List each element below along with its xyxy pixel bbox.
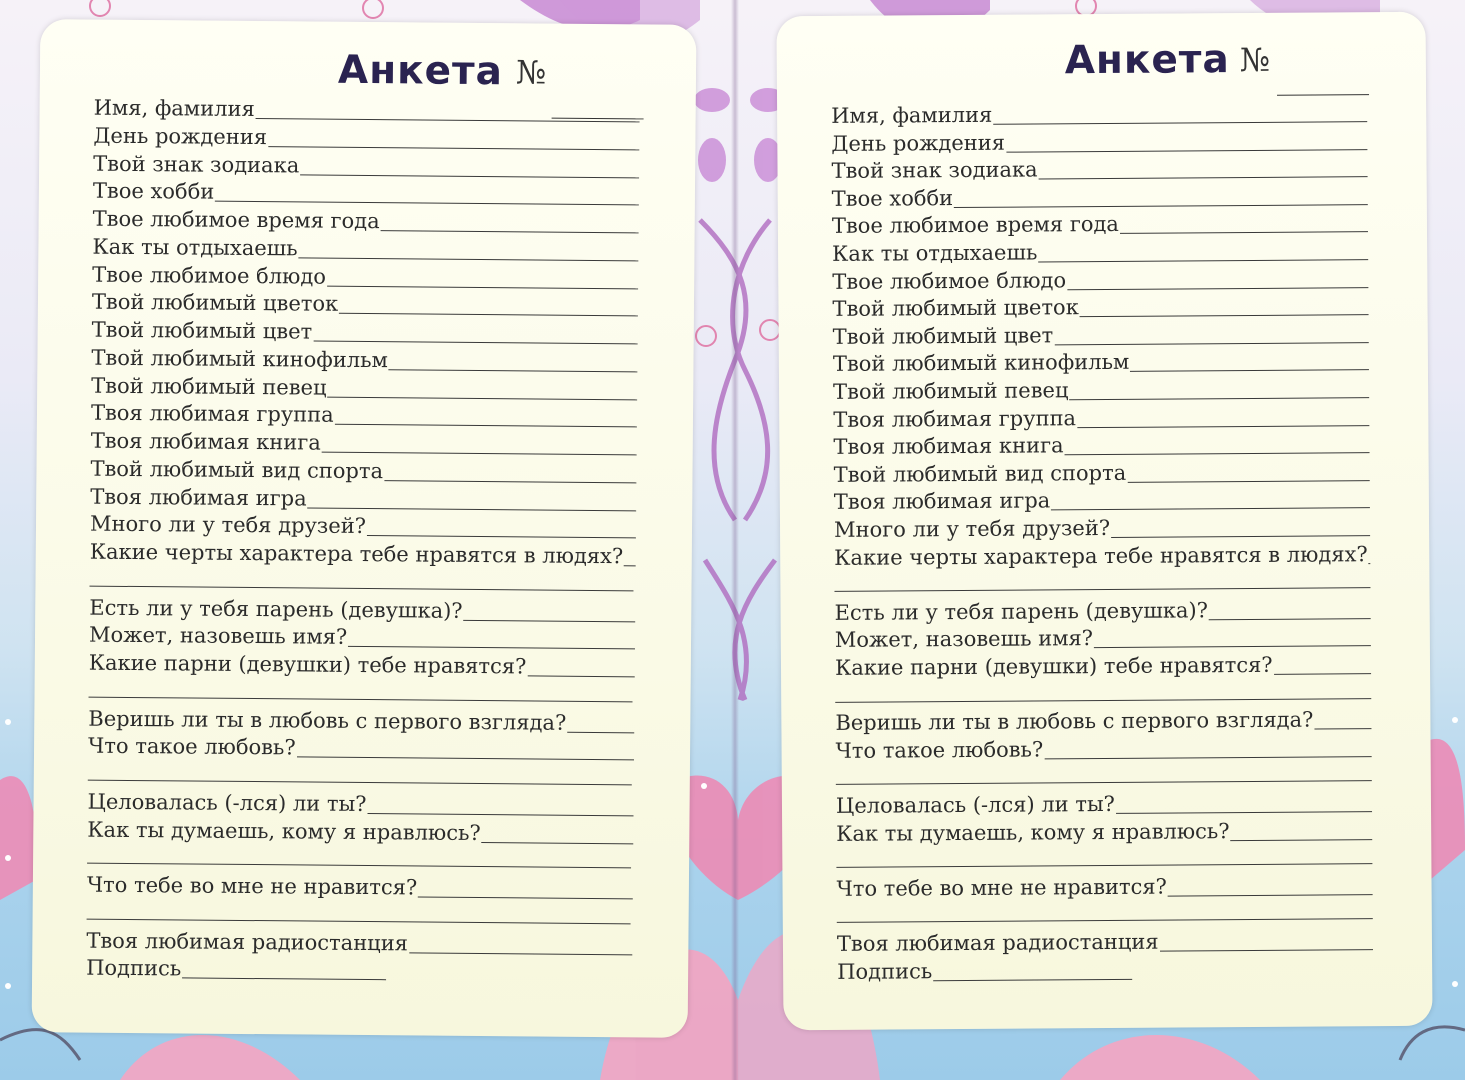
answer-line[interactable] (182, 978, 386, 981)
answer-line[interactable] (1274, 673, 1371, 675)
question-label: Твой любимый вид спорта (833, 460, 1127, 487)
question-label: Твой любимый цвет (832, 323, 1054, 349)
question-label: Какие черты характера тебе нравятся в людях? (89, 539, 624, 569)
question-label: Какие парни (девушки) тебе нравятся? (88, 650, 527, 679)
question-label: Есть ли у тебя парень (девушка)? (89, 595, 463, 623)
question-row (87, 813, 633, 846)
answer-line-continuation[interactable] (87, 863, 631, 869)
question-row (834, 455, 1370, 487)
answer-line-continuation[interactable] (835, 698, 1371, 703)
answer-line[interactable] (1168, 894, 1373, 896)
answer-line-continuation[interactable] (836, 863, 1372, 868)
question-label: Имя, фамилия (831, 102, 993, 128)
question-label: Есть ли у тебя парень (девушка)? (834, 598, 1209, 625)
answer-line[interactable] (409, 952, 632, 955)
answer-line[interactable] (482, 842, 634, 844)
answer-line-continuation[interactable] (837, 919, 1373, 924)
question-label: Твоя любимая игра (833, 488, 1051, 515)
question-label: Подпись (86, 955, 182, 981)
question-row (835, 621, 1371, 653)
question-row (837, 953, 1132, 983)
question-label: Твоя любимая книга (833, 433, 1064, 460)
form-title-text: Анкета (337, 47, 504, 95)
question-row (88, 730, 634, 763)
question-label: Твой любимый певец (91, 373, 327, 400)
question-label: Много ли у тебя друзей? (89, 511, 367, 539)
question-label: Твой любимый цветок (832, 295, 1079, 322)
question-row (835, 593, 1371, 625)
question-row (87, 869, 633, 902)
question-label: Твоя любимая группа (90, 400, 334, 427)
question-label: Как ты отдыхаешь (92, 234, 298, 261)
question-label: Что тебе во мне не нравится? (836, 874, 1167, 901)
question-row (831, 151, 1367, 183)
question-row (833, 317, 1369, 349)
question-row (832, 179, 1368, 211)
question-row (833, 372, 1369, 404)
question-label: Твоя любимая игра (90, 484, 307, 510)
question-label: Может, назовешь имя? (834, 626, 1094, 653)
question-label: Твоя любимая книга (90, 428, 321, 455)
question-label: Что такое любовь? (87, 733, 296, 760)
answer-line[interactable] (1160, 949, 1373, 951)
question-row (832, 234, 1368, 266)
answer-line-continuation[interactable] (834, 587, 1370, 592)
question-label: Твое любимое время года (831, 212, 1119, 239)
form-number-sign: № (515, 53, 547, 92)
question-row (86, 952, 387, 983)
question-row (836, 869, 1372, 901)
question-label: Твое любимое время года (92, 206, 380, 234)
answer-line[interactable] (1231, 839, 1373, 841)
question-label: Твоя любимая группа (833, 405, 1077, 432)
answer-line[interactable] (933, 978, 1132, 980)
question-label: Какие парни (девушки) тебе нравятся? (834, 652, 1273, 680)
question-label: Твой любимый цвет (91, 317, 313, 344)
questionnaire-page-left (32, 19, 697, 1038)
question-row (89, 647, 635, 680)
answer-line[interactable] (1369, 563, 1371, 564)
form-number-sign: № (1239, 40, 1271, 80)
question-label: Веришь ли ты в любовь с первого взгляда? (88, 706, 567, 735)
answer-line[interactable] (297, 757, 634, 761)
question-label: Что тебе во мне не нравится? (86, 872, 418, 900)
question-label: Твоя любимая радиостанция (86, 928, 409, 955)
book-spine (731, 0, 739, 1080)
question-label: Как ты отдыхаешь (832, 240, 1038, 266)
question-label: Какие черты характера тебе нравятся в людях? (834, 541, 1368, 570)
question-label: Может, назовешь имя? (88, 622, 348, 650)
question-label: Твой знак зодиака (93, 151, 300, 177)
question-row (831, 96, 1367, 128)
question-label: Твой любимый цветок (91, 289, 339, 317)
answer-line[interactable] (1044, 756, 1371, 759)
question-row (835, 648, 1371, 680)
question-label: Целовалась (-лся) ли ты? (835, 791, 1115, 818)
question-row (834, 510, 1370, 542)
form-title-text: Анкета (1064, 37, 1230, 84)
question-row (835, 731, 1371, 763)
answer-line-continuation[interactable] (88, 780, 632, 786)
question-row (836, 814, 1372, 846)
answer-line-continuation[interactable] (89, 696, 633, 702)
question-label: День рождения (831, 130, 1006, 156)
question-label: Твое хобби (92, 178, 215, 204)
question-label: День рождения (93, 123, 268, 149)
question-label: Как ты думаешь, кому я нравлюсь? (836, 818, 1230, 846)
question-row (832, 262, 1368, 294)
answer-line-continuation[interactable] (89, 585, 633, 591)
question-row (834, 538, 1370, 570)
question-label: Твой любимый кинофильм (91, 345, 389, 372)
question-label: Твоя любимая радиостанция (836, 929, 1159, 956)
question-label: Имя, фамилия (93, 95, 255, 122)
question-row (833, 400, 1369, 432)
question-label: Веришь ли ты в любовь с первого взгляда? (835, 707, 1314, 736)
question-label: Твой знак зодиака (831, 157, 1038, 184)
question-row (834, 483, 1370, 515)
answer-line-continuation[interactable] (836, 781, 1372, 786)
question-row (836, 786, 1372, 818)
question-label: Что такое любовь? (835, 737, 1044, 763)
question-row (832, 289, 1368, 321)
answer-line[interactable] (567, 731, 634, 733)
question-label: Твое хобби (831, 185, 954, 211)
question-label: Много ли у тебя друзей? (833, 515, 1111, 542)
question-label: Твой любимый вид спорта (90, 456, 384, 483)
question-row (831, 124, 1367, 156)
answer-line-continuation[interactable] (87, 918, 631, 924)
question-label: Как ты думаешь, кому я нравлюсь? (87, 817, 481, 845)
question-label: Твое любимое блюдо (832, 267, 1067, 294)
question-label: Целовалась (-лся) ли ты? (87, 789, 367, 816)
question-row (837, 924, 1373, 956)
questionnaire-page-right (776, 12, 1432, 1031)
question-label: Твой любимый кинофильм (832, 350, 1130, 377)
question-label: Твое любимое блюдо (92, 262, 327, 289)
question-row (832, 207, 1368, 239)
form-title (777, 36, 1426, 101)
question-label: Твой любимый певец (833, 378, 1069, 404)
question-row (90, 536, 636, 569)
question-row (835, 703, 1371, 735)
question-row (833, 427, 1369, 459)
answer-line[interactable] (624, 565, 636, 566)
answer-line[interactable] (1314, 728, 1371, 729)
question-row (833, 345, 1369, 377)
question-label: Подпись (837, 958, 933, 984)
answer-line[interactable] (418, 896, 633, 899)
answer-line[interactable] (527, 675, 634, 677)
